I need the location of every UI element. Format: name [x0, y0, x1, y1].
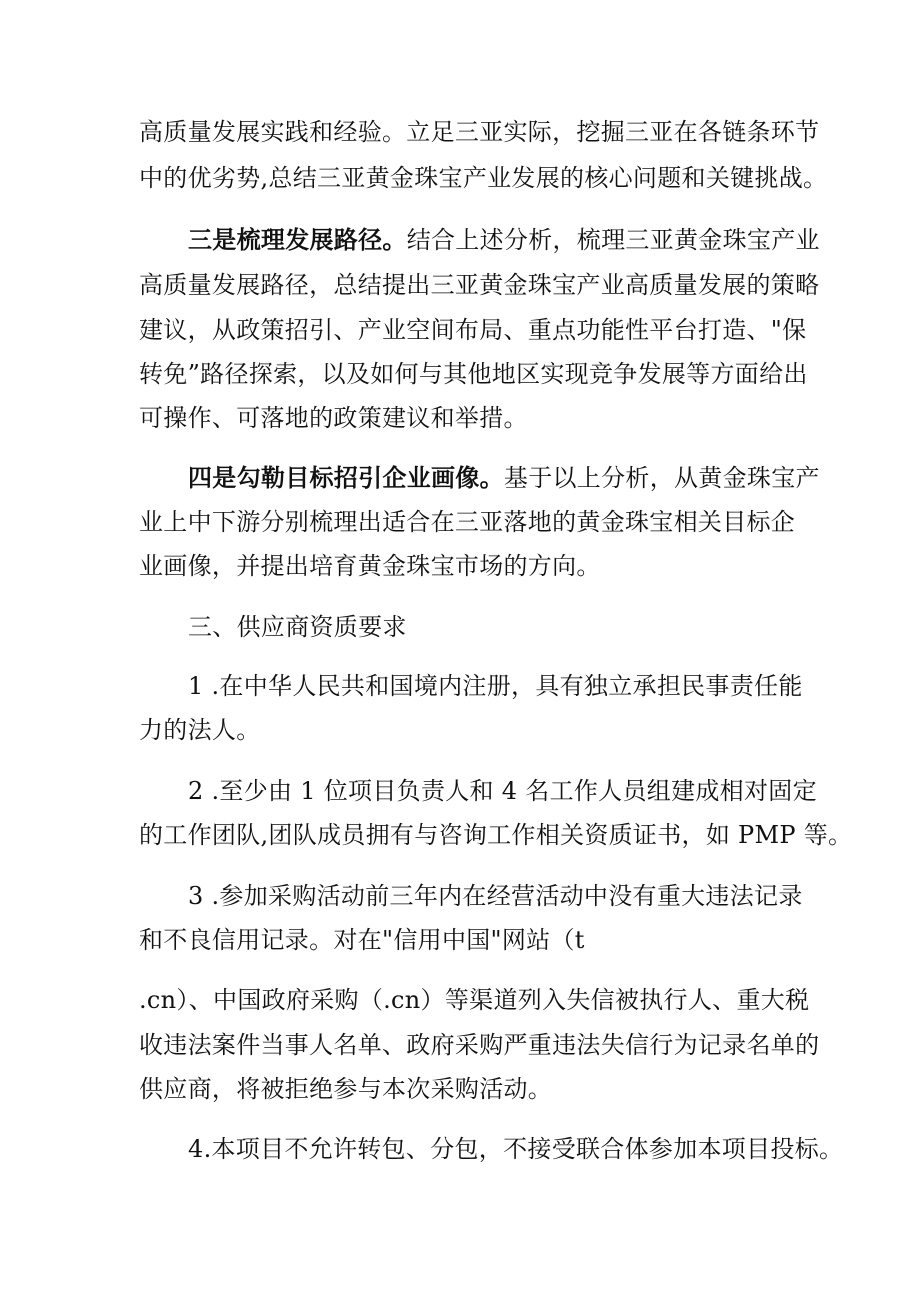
paragraph-2-line-1-text: 结合上述分析，梳理三亚黄金珠宝产业 [406, 226, 820, 254]
paragraph-2-line-3: 建议，从政策招引、产业空间布局、重点功能性平台打造、"保 [139, 316, 807, 344]
paragraph-1-line-2: 中的优劣势,总结三亚黄金珠宝产业发展的核心问题和关键挑战。 [139, 164, 828, 192]
requirement-3-line-2: 和不良信用记录。对在"信用中国"网站（t [139, 926, 585, 954]
requirement-3-line-5: 供应商，将被拒绝参与本次采购活动。 [139, 1075, 553, 1103]
requirement-3-line-1: 3 .参加采购活动前三年内在经营活动中没有重大违法记录 [188, 882, 803, 910]
paragraph-3-line-3: 业画像，并提出培育黄金珠宝市场的方向。 [139, 552, 601, 580]
paragraph-1-line-1: 高质量发展实践和经验。立足三亚实际，挖掘三亚在各链条环节 [139, 118, 820, 146]
paragraph-2-line-5: 可操作、可落地的政策建议和举措。 [139, 404, 528, 432]
paragraph-3-line-2: 业上中下游分别梳理出适合在三亚落地的黄金珠宝相关目标企 [139, 508, 796, 536]
section-title: 三、供应商资质要求 [188, 613, 407, 641]
requirement-4-line-1: 4.本项目不允许转包、分包，不接受联合体参加本项目投标。 [188, 1135, 844, 1163]
paragraph-2-line-2: 高质量发展路径，总结提出三亚黄金珠宝产业高质量发展的策略 [139, 271, 820, 299]
requirement-3-line-3: .cn）、中国政府采购（.cn）等渠道列入失信被执行人、重大税 [139, 986, 810, 1014]
paragraph-3-line-1-text: 基于以上分析，从黄金珠宝产 [503, 464, 820, 492]
paragraph-3-heading: 四是勾勒目标招引企业画像。 [188, 464, 504, 492]
requirement-3-line-4: 收违法案件当事人名单、政府采购严重违法失信行为记录名单的 [139, 1031, 820, 1059]
paragraph-2-line-4: 转免”路径探索，以及如何与其他地区实现竞争发展等方面给出 [139, 360, 808, 388]
requirement-1-line-1: 1 .在中华人民共和国境内注册，具有独立承担民事责任能 [188, 672, 803, 700]
paragraph-3-line-1 [188, 461, 820, 495]
paragraph-2-line-1 [188, 223, 820, 257]
requirement-1-line-2: 力的法人。 [139, 716, 261, 744]
requirement-2-line-1: 2 .至少由 1 位项目负责人和 4 名工作人员组建成相对固定 [188, 777, 817, 805]
requirement-2-line-2: 的工作团队,团队成员拥有与咨询工作相关资质证书，如 PMP 等。 [139, 821, 853, 849]
paragraph-2-heading: 三是梳理发展路径。 [188, 226, 407, 254]
